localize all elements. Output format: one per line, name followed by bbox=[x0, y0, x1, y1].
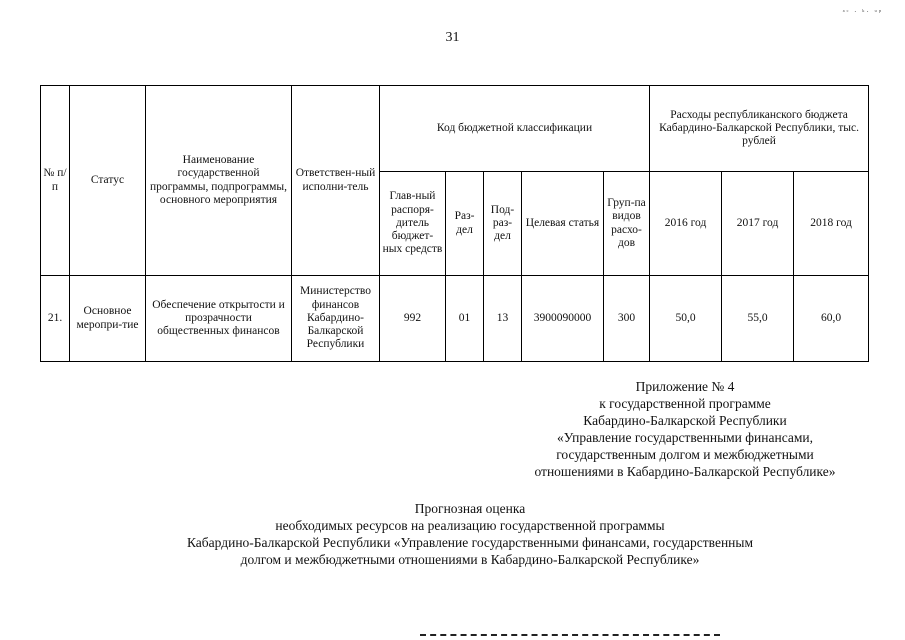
header-num: № п/п bbox=[41, 86, 70, 276]
cell-executor: Министерство финансов Кабардино-Балкарской Республики bbox=[292, 276, 380, 362]
annex-block bbox=[500, 378, 870, 480]
annex-line: отношениями в Кабардино-Балкарской Республике» bbox=[534, 464, 836, 479]
header-status: Статус bbox=[70, 86, 146, 276]
corner-mark: ᵃᶜ · ᵏ· ᵘᵖ bbox=[842, 8, 883, 16]
header-year-2016: 2016 год bbox=[650, 172, 722, 276]
document-heading bbox=[120, 500, 820, 568]
table-row bbox=[41, 276, 869, 362]
cell-subsection: 13 bbox=[484, 276, 522, 362]
header-target-article: Целевая статья bbox=[522, 172, 604, 276]
table-header-row bbox=[41, 86, 869, 172]
header-expense-group: Груп-па видов расхо-дов bbox=[604, 172, 650, 276]
cell-main-manager: 992 bbox=[380, 276, 446, 362]
annex-line: «Управление государственными финансами, bbox=[557, 430, 813, 445]
heading-line: долгом и межбюджетными отношениями в Кабардино-Балкарской Республике» bbox=[240, 552, 700, 567]
annex-line: Кабардино-Балкарской Республики bbox=[583, 413, 787, 428]
cell-target-article: 3900090000 bbox=[522, 276, 604, 362]
heading-line: Прогнозная оценка bbox=[414, 501, 526, 516]
header-budget-code: Код бюджетной классификации bbox=[380, 86, 650, 172]
heading-line: необходимых ресурсов на реализацию государственной программы bbox=[275, 518, 665, 533]
header-subsection: Под-раз-дел bbox=[484, 172, 522, 276]
page-number: 31 bbox=[445, 30, 460, 45]
heading-line: Кабардино-Балкарской Республики «Управление государственными финансами, государственным bbox=[186, 535, 754, 550]
budget-table bbox=[40, 85, 869, 362]
cell-2018: 60,0 bbox=[794, 276, 869, 362]
annex-line: государственным долгом и межбюджетными bbox=[556, 447, 814, 462]
cell-expense-group: 300 bbox=[604, 276, 650, 362]
cell-2016: 50,0 bbox=[650, 276, 722, 362]
footer-rule bbox=[420, 634, 720, 636]
header-main-manager: Глав-ный распоря-дитель бюджет-ных средств bbox=[380, 172, 446, 276]
cell-program-name: Обеспечение открытости и прозрачности общественных финансов bbox=[146, 276, 292, 362]
header-year-2017: 2017 год bbox=[722, 172, 794, 276]
cell-section: 01 bbox=[446, 276, 484, 362]
cell-num: 21. bbox=[41, 276, 70, 362]
header-section: Раз-дел bbox=[446, 172, 484, 276]
annex-line: Приложение № 4 bbox=[635, 379, 735, 394]
header-program-name: Наименование государственной программы, подпрограммы, основного мероприятия bbox=[146, 86, 292, 276]
header-executor: Ответствен-ный исполни-тель bbox=[292, 86, 380, 276]
cell-status: Основное меропри-тие bbox=[70, 276, 146, 362]
cell-2017: 55,0 bbox=[722, 276, 794, 362]
annex-line: к государственной программе bbox=[599, 396, 771, 411]
header-year-2018: 2018 год bbox=[794, 172, 869, 276]
header-expenses: Расходы республиканского бюджета Кабардино-Балкарской Республики, тыс. рублей bbox=[650, 86, 869, 172]
